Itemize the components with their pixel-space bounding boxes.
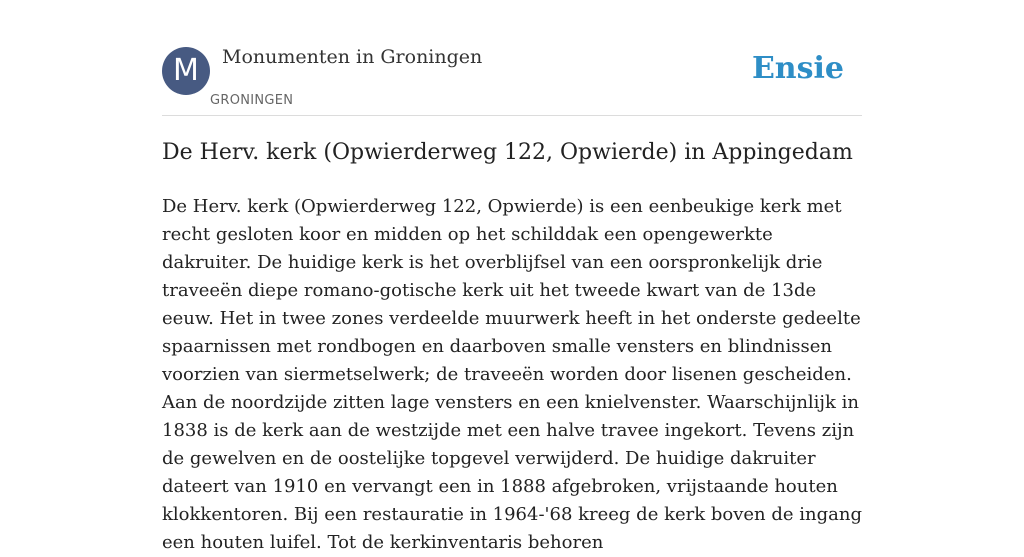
- site-title-link[interactable]: Monumenten in Groningen: [222, 46, 483, 68]
- category-link[interactable]: GRONINGEN: [210, 93, 294, 108]
- page-title: De Herv. kerk (Opwierderweg 122, Opwierde) in Appingedam: [162, 140, 853, 165]
- header: [162, 46, 862, 116]
- article-body: De Herv. kerk (Opwierderweg 122, Opwierde) is een eenbeukige kerk met recht gesloten koor en midden op het schilddak een opengewerkte dakruiter. De huidige kerk is het overblijfsel van een oorspronkelijk drie traveeën diepe romano-gotische kerk uit het tweede kwart van de 13de eeuw. Het in twee zones verdeelde muurwerk heeft in het onderste gedeelte spaarnissen met rondbogen en daarboven smalle vensters en blindnissen voorzien van siermetselwerk; de traveeën worden door lisenen gescheiden. Aan de noordzijde zitten lage vensters en een knielvenster. Waarschijnlijk in 1838 is de kerk aan de westzijde met een halve travee ingekort. Tevens zijn de gewelven en de oostelijke topgevel verwijderd. De huidige dakruiter dateert van 1910 en vervangt een in 1888 afgebroken, vrijstaande houten klokkentoren. Bij een restauratie in 1964-'68 kreeg de kerk boven de ingang een houten luifel. Tot de kerkinventaris behoren: [162, 196, 862, 553]
- header-divider: [162, 115, 862, 116]
- avatar[interactable]: M: [162, 47, 210, 95]
- brand-logo[interactable]: Ensie: [751, 51, 844, 86]
